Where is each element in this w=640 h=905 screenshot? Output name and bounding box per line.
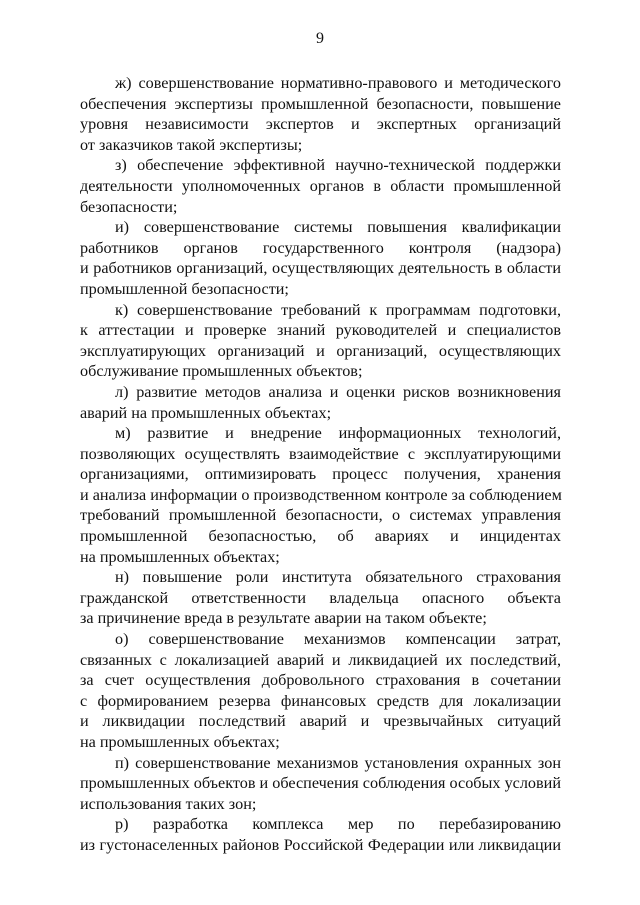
text-line: о) совершенствование механизмов компенсации затрат, [115,630,561,649]
text-line: и ликвидации последствий аварий и чрезвычайных ситуаций [80,712,561,731]
paragraph [80,73,561,155]
text-line: р) разработка комплекса мер по перебазированию [115,815,561,834]
paragraph [80,423,561,567]
paragraph [80,217,561,299]
text-line: связанных с локализацией аварий и ликвидацией их последствий, [80,650,561,669]
paragraph [80,753,561,815]
page-number: 9 [316,30,324,47]
text-line: требований промышленной безопасности, о системах управления [80,506,561,525]
text-line: работников органов государственного контроля (надзора) [80,238,561,257]
paragraph [80,300,561,382]
text-line: обслуживание промышленных объектов; [80,362,363,381]
text-line: позволяющих осуществлять взаимодействие с эксплуатирующими [80,444,561,463]
text-line: и) совершенствование системы повышения квалификации [115,218,561,237]
text-line: деятельности уполномоченных органов в области промышленной [80,176,561,195]
text-line: использования таких зон; [80,794,257,813]
text-line: ж) совершенствование нормативно-правового и методического [115,74,561,92]
text-line: безопасности; [80,197,178,216]
text-line: с формированием резерва финансовых средств для локализации [80,691,561,710]
paragraph [80,629,561,753]
text-line: н) повышение роли института обязательного страхования [115,568,561,587]
paragraph [80,567,561,629]
text-line: и анализа информации о производственном контроле за соблюдением [80,485,562,504]
text-line: к аттестации и проверке знаний руководителей и специалистов [80,321,561,340]
text-line: промышленной безопасностью, об авариях и инцидентах [80,527,561,546]
text-line: за причинение вреда в результате аварии на таком объекте; [80,609,487,628]
paragraph [80,155,561,217]
text-line: организациями, оптимизировать процесс получения, хранения [80,465,561,484]
paragraph [80,814,561,855]
text-line: аварий на промышленных объектах; [80,403,332,422]
paragraph [80,382,561,423]
text-line: к) совершенствование требований к программам подготовки, [115,300,561,319]
text-line: з) обеспечение эффективной научно-технической поддержки [115,156,561,175]
text-line: л) развитие методов анализа и оценки рисков возникновения [115,382,561,401]
document-body [80,73,561,856]
text-line: обеспечения экспертизы промышленной безопасности, повышение [80,94,561,113]
text-line: п) совершенствование механизмов установления охранных зон [115,753,561,772]
text-line: уровня независимости экспертов и экспертных организаций [80,115,561,134]
text-line: из густонаселенных районов Российской Федерации или ликвидации [80,835,561,854]
text-line: и работников организаций, осуществляющих деятельность в области [80,259,561,278]
text-line: гражданской ответственности владельца опасного объекта [80,588,561,607]
text-line: на промышленных объектах; [80,547,280,566]
text-line: м) развитие и внедрение информационных технологий, [115,424,561,443]
text-line: на промышленных объектах; [80,733,280,751]
text-line: от заказчиков такой экспертизы; [80,135,303,154]
text-line: промышленной безопасности; [80,279,289,298]
text-line: промышленных объектов и обеспечения соблюдения особых условий [80,774,561,793]
text-line: за счет осуществления добровольного страхования в сочетании [80,671,561,690]
text-line: эксплуатирующих организаций и организаций, осуществляющих [80,341,561,360]
